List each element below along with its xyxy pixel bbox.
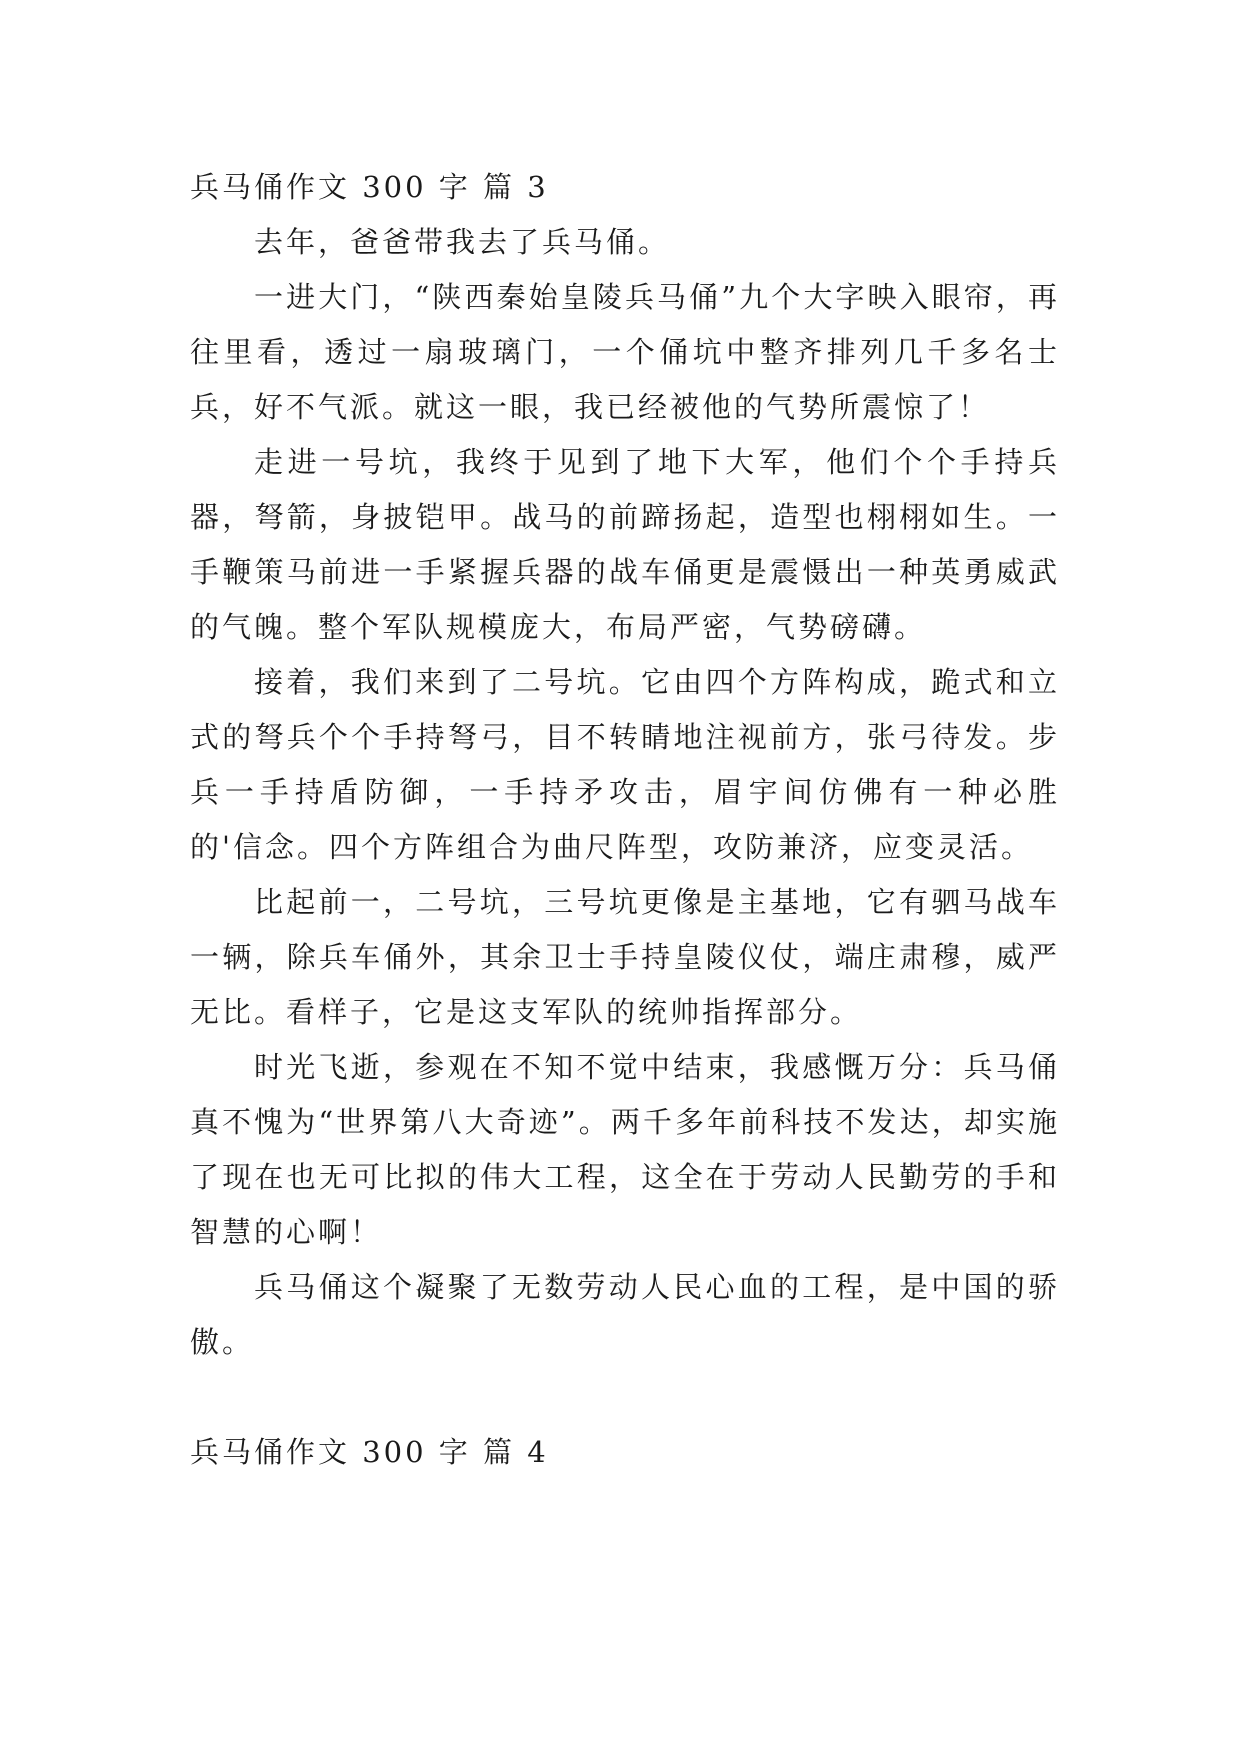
paragraph-2: 一进大门，“陕西秦始皇陵兵马俑”九个大字映入眼帘，再往里看，透过一扇玻璃门，一个俑坑中整齐排列几千多名士兵，好不气派。就这一眼，我已经被他的气势所震惊了！ [190,280,1060,424]
paragraph-5: 比起前一，二号坑，三号坑更像是主基地，它有驷马战车一辆，除兵车俑外，其余卫士手持皇陵仪仗，端庄肃穆，威严无比。看样子，它是这支军队的统帅指挥部分。 [190,885,1060,1029]
document-body [190,160,1060,1480]
paragraph-4: 接着，我们来到了二号坑。它由四个方阵构成，跪式和立式的弩兵个个手持弩弓，目不转睛地注视前方，张弓待发。步兵一手持盾防御，一手持矛攻击，眉宇间仿佛有一种必胜的'信念。四个方阵组合为曲尺阵型，攻防兼济，应变灵活。 [190,665,1060,864]
paragraph-1: 去年，爸爸带我去了兵马俑。 [254,225,671,259]
paragraph-3: 走进一号坑，我终于见到了地下大军，他们个个手持兵器，弩箭，身披铠甲。战马的前蹄扬起，造型也栩栩如生。一手鞭策马前进一手紧握兵器的战车俑更是震慑出一种英勇威武的气魄。整个军队规模庞大，布局严密，气势磅礴。 [190,445,1060,644]
section-title-4: 兵马俑作文 300 字 篇 4 [190,1435,549,1469]
paragraph-7: 兵马俑这个凝聚了无数劳动人民心血的工程，是中国的骄傲。 [190,1270,1060,1359]
section-title-3: 兵马俑作文 300 字 篇 3 [190,170,549,204]
section-spacer [190,1370,1060,1425]
paragraph-6: 时光飞逝，参观在不知不觉中结束，我感慨万分：兵马俑真不愧为“世界第八大奇迹”。两千多年前科技不发达，却实施了现在也无可比拟的伟大工程，这全在于劳动人民勤劳的手和智慧的心啊！ [190,1050,1060,1249]
